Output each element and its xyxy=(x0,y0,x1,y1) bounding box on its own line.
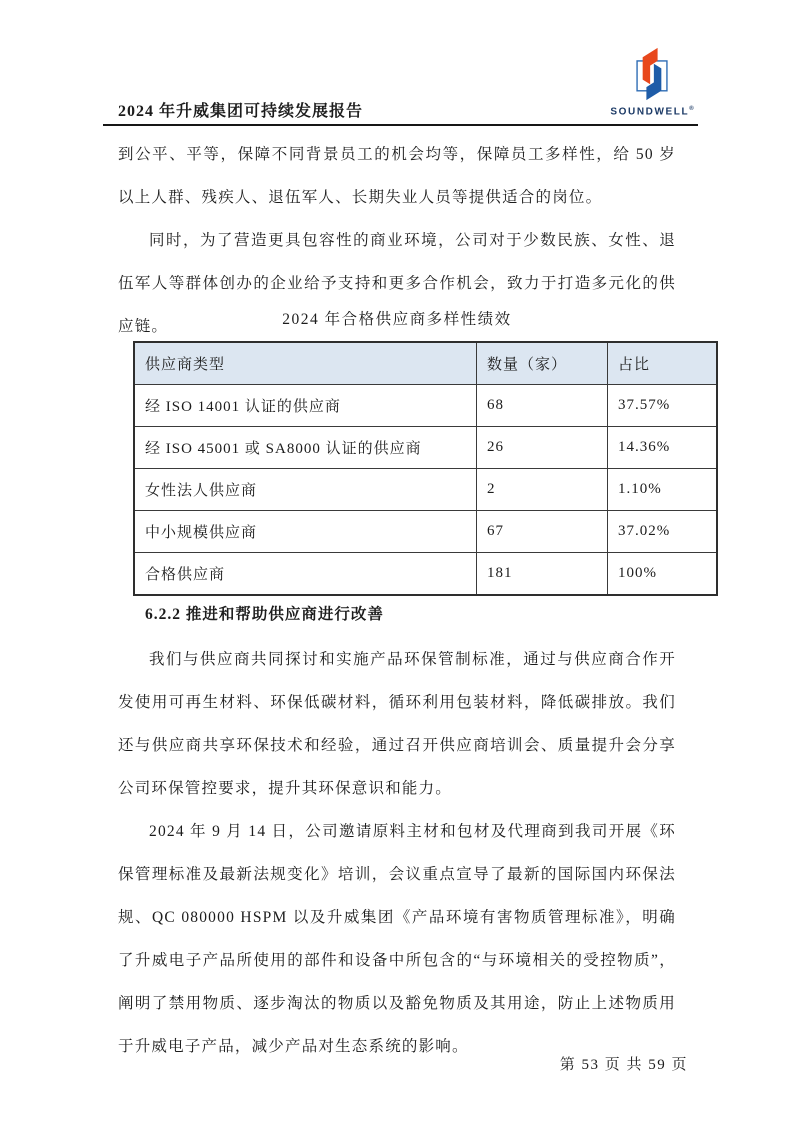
soundwell-logo xyxy=(606,44,698,117)
body-paragraph-training-event: 2024 年 9 月 14 日，公司邀请原料主材和包材及代理商到我司开展《环保管理标准及最新法规变化》培训，会议重点宣导了最新的国际国内环保法规、QC 080000 HSPM 以及升威集团《产品环境有害物质管理标准》，明确了升威电子产品所使用的部件和设备中所包含的“与环境相关的受控物质”，阐明了禁用物质、逐步淘汰的物质以及豁免物质及其用途，防止上述物质用于升威电子产品，减少产品对生态系统的影响。 xyxy=(118,823,676,1055)
table-row xyxy=(134,511,717,553)
cell-supplier-type: 中小规模供应商 xyxy=(134,511,477,553)
column-header-supplier-type: 供应商类型 xyxy=(134,342,477,385)
registered-trademark-icon: ® xyxy=(689,106,694,112)
cell-supplier-type: 女性法人供应商 xyxy=(134,469,477,511)
header-rule xyxy=(103,124,698,126)
cell-supplier-type: 合格供应商 xyxy=(134,553,477,596)
column-header-percentage: 占比 xyxy=(608,342,718,385)
table-title: 2024 年合格供应商多样性绩效 xyxy=(282,311,512,328)
table-row xyxy=(134,553,717,596)
cell-quantity: 2 xyxy=(477,469,608,511)
section-heading-6-2-2: 6.2.2 推进和帮助供应商进行改善 xyxy=(145,606,384,623)
cell-quantity: 181 xyxy=(477,553,608,596)
body-paragraph-equal-opportunity: 到公平、平等，保障不同背景员工的机会均等，保障员工多样性，给 50 岁以上人群、残疾人、退伍军人、长期失业人员等提供适合的岗位。 xyxy=(118,146,676,206)
cell-percentage: 100% xyxy=(608,553,718,596)
table-header-row xyxy=(134,342,717,385)
cell-percentage: 1.10% xyxy=(608,469,718,511)
cell-quantity: 68 xyxy=(477,385,608,427)
body-paragraph-supplier-improvement: 我们与供应商共同探讨和实施产品环保管制标准，通过与供应商合作开发使用可再生材料、环保低碳材料，循环利用包装材料，降低碳排放。我们还与供应商共享环保技术和经验，通过召开供应商培训会、质量提升会分享公司环保管控要求，提升其环保意识和能力。 xyxy=(118,651,676,797)
cell-quantity: 26 xyxy=(477,427,608,469)
doc-header-title: 2024 年升威集团可持续发展报告 xyxy=(118,103,364,120)
soundwell-logo-icon xyxy=(624,44,680,104)
cell-percentage: 37.57% xyxy=(608,385,718,427)
cell-quantity: 67 xyxy=(477,511,608,553)
cell-percentage: 14.36% xyxy=(608,427,718,469)
supplier-diversity-table xyxy=(133,341,718,596)
logo-brand-text xyxy=(606,106,698,117)
column-header-quantity: 数量（家） xyxy=(477,342,608,385)
cell-supplier-type: 经 ISO 14001 认证的供应商 xyxy=(134,385,477,427)
cell-percentage: 37.02% xyxy=(608,511,718,553)
body-paragraph-inclusive-business: 同时，为了营造更具包容性的商业环境，公司对于少数民族、女性、退伍军人等群体创办的企业给予支持和更多合作机会，致力于打造多元化的供应链。 xyxy=(118,232,676,335)
table-row xyxy=(134,469,717,511)
cell-supplier-type: 经 ISO 45001 或 SA8000 认证的供应商 xyxy=(134,427,477,469)
table-row xyxy=(134,385,717,427)
page-number: 第 53 页 共 59 页 xyxy=(559,1057,688,1073)
logo-brand-word: SOUNDWELL xyxy=(610,106,690,118)
table-row xyxy=(134,427,717,469)
